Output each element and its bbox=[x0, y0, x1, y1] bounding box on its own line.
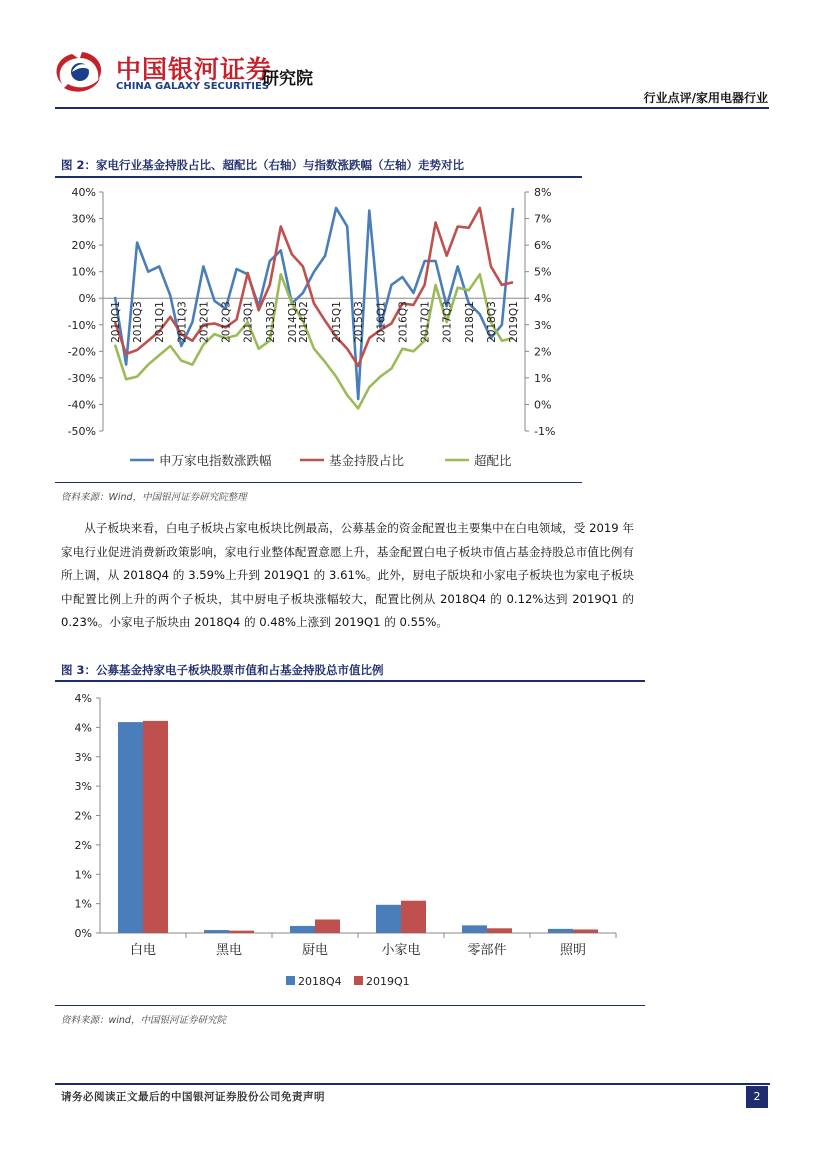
left-tick-label: 40% bbox=[71, 186, 96, 199]
logo-chinese-name: 中国银河证券 bbox=[116, 55, 273, 84]
figure3-source: 资料来源：wind，中国银河证券研究院 bbox=[61, 1015, 226, 1026]
x-tick-label: 2019Q1 bbox=[508, 301, 520, 343]
legend-label: 基金持股占比 bbox=[329, 453, 405, 468]
institute-label: 研究院 bbox=[262, 69, 313, 89]
category-label: 零部件 bbox=[467, 943, 507, 958]
y-tick-label: 1% bbox=[74, 868, 92, 882]
x-tick-label: 2013Q3 bbox=[264, 301, 277, 343]
x-tick-label: 2016Q3 bbox=[397, 301, 410, 343]
category-label: 厨电 bbox=[301, 943, 329, 958]
y-tick-label: 2% bbox=[74, 809, 92, 823]
left-tick-label: -30% bbox=[67, 371, 96, 385]
legend-label: 2019Q1 bbox=[366, 975, 410, 988]
legend-swatch bbox=[286, 976, 295, 985]
bar-2018Q4-照明 bbox=[548, 929, 573, 933]
left-tick-label: 10% bbox=[71, 265, 96, 279]
x-tick-label: 2013Q1 bbox=[242, 301, 255, 343]
figure2-top-rule bbox=[55, 176, 582, 178]
y-tick-label: 3% bbox=[74, 750, 92, 764]
bar-2019Q1-零部件 bbox=[487, 928, 512, 933]
x-tick-label: 2011Q3 bbox=[176, 301, 189, 343]
left-tick-label: -20% bbox=[67, 345, 96, 359]
right-tick-label: 6% bbox=[534, 239, 552, 253]
legend-label: 2018Q4 bbox=[298, 975, 342, 988]
left-tick-label: -50% bbox=[67, 425, 96, 438]
x-tick-label: 2017Q1 bbox=[419, 301, 432, 343]
x-tick-label: 2016Q1 bbox=[375, 301, 388, 343]
y-tick-label: 1% bbox=[74, 897, 92, 911]
legend-swatch bbox=[354, 976, 363, 985]
bar-2019Q1-黑电 bbox=[229, 931, 254, 933]
figure3-bottom-rule bbox=[55, 1005, 645, 1006]
y-tick-label: 4% bbox=[74, 721, 92, 735]
figure3-bar-chart bbox=[55, 684, 645, 1002]
report-category: 行业点评/家用电器行业 bbox=[643, 91, 768, 105]
right-tick-label: 7% bbox=[534, 212, 552, 226]
right-tick-label: -1% bbox=[534, 425, 556, 438]
left-tick-label: 20% bbox=[71, 239, 96, 253]
category-label: 白电 bbox=[129, 943, 157, 958]
footer-disclaimer: 请务必阅读正文最后的中国银河证券股份公司免责声明 bbox=[61, 1091, 325, 1103]
figure2-source: 资料来源：Wind，中国银河证券研究院整理 bbox=[61, 492, 247, 503]
category-label: 照明 bbox=[559, 943, 587, 958]
figure3-title: 图 3：公募基金持家电子板块股票市值和占基金持股总市值比例 bbox=[61, 663, 384, 677]
galaxy-logo-icon bbox=[52, 48, 106, 94]
bar-2019Q1-白电 bbox=[143, 721, 168, 933]
right-tick-label: 1% bbox=[534, 371, 552, 385]
x-tick-label: 2010Q3 bbox=[132, 301, 145, 343]
figure3-top-rule bbox=[55, 680, 645, 682]
left-tick-label: 0% bbox=[78, 292, 96, 306]
bar-2018Q4-黑电 bbox=[204, 930, 229, 933]
y-tick-label: 0% bbox=[74, 927, 92, 940]
x-tick-label: 2018Q1 bbox=[463, 301, 476, 343]
body-paragraph: 从子板块来看，白电子板块占家电板块比例最高，公募基金的资金配置也主要集中在白电领域，受 2019 年家电行业促进消费新政策影响，家电行业整体配置意愿上升，基金配置白电子板块市值占基金持股总市值比例有所上调，从 2018Q4 的 3.59%上升到 2019Q1 的 3.61%。此外，厨电子版块和小家电子板块也为家电子板块中配置比例上升的两个子板块，其中厨电子板块涨幅较大，配置比例从 2018Q4 的 0.12%达到 2019Q1 的 0.23%。小家电子版块由 2018Q4 的 0.48%上涨到 2019Q1 的 0.55%。 bbox=[61, 521, 634, 630]
x-tick-label: 2018Q3 bbox=[485, 301, 498, 343]
right-tick-label: 4% bbox=[534, 292, 552, 306]
bar-2019Q1-小家电 bbox=[401, 901, 426, 933]
x-tick-label: 2015Q1 bbox=[331, 301, 344, 343]
x-tick-label: 2014Q2 bbox=[297, 301, 310, 343]
category-label: 小家电 bbox=[381, 943, 421, 958]
y-tick-label: 4% bbox=[74, 692, 92, 705]
figure2-line-chart bbox=[55, 180, 582, 480]
left-tick-label: -10% bbox=[67, 318, 96, 332]
header-divider bbox=[55, 107, 769, 109]
logo-english-name: CHINA GALAXY SECURITIES bbox=[116, 81, 269, 92]
y-tick-label: 2% bbox=[74, 838, 92, 852]
x-tick-label: 2017Q3 bbox=[441, 301, 454, 343]
y-tick-label: 3% bbox=[74, 780, 92, 794]
x-tick-label: 2012Q3 bbox=[220, 301, 233, 343]
right-tick-label: 3% bbox=[534, 318, 552, 332]
x-tick-label: 2012Q1 bbox=[198, 301, 211, 343]
x-tick-label: 2015Q3 bbox=[353, 301, 366, 343]
category-label: 黑电 bbox=[215, 943, 243, 958]
bar-2019Q1-照明 bbox=[573, 929, 598, 933]
right-tick-label: 0% bbox=[534, 398, 552, 412]
figure2-title: 图 2：家电行业基金持股占比、超配比（右轴）与指数涨跌幅（左轴）走势对比 bbox=[61, 158, 465, 172]
bar-2018Q4-小家电 bbox=[376, 905, 401, 933]
legend-label: 超配比 bbox=[474, 453, 512, 468]
right-tick-label: 5% bbox=[534, 265, 552, 279]
x-tick-label: 2011Q1 bbox=[154, 301, 167, 343]
x-tick-label: 2014Q1 bbox=[286, 301, 299, 343]
left-tick-label: -40% bbox=[67, 398, 96, 412]
left-tick-label: 30% bbox=[71, 212, 96, 226]
bar-2018Q4-白电 bbox=[118, 722, 143, 933]
bar-2018Q4-厨电 bbox=[290, 926, 315, 933]
bar-2018Q4-零部件 bbox=[462, 925, 487, 933]
legend-label: 申万家电指数涨跌幅 bbox=[159, 453, 272, 468]
right-tick-label: 2% bbox=[534, 345, 552, 359]
footer-divider bbox=[55, 1083, 770, 1085]
x-tick-label: 2010Q1 bbox=[110, 301, 122, 343]
figure2-bottom-rule bbox=[55, 482, 582, 483]
right-tick-label: 8% bbox=[534, 186, 552, 199]
bar-2019Q1-厨电 bbox=[315, 919, 340, 933]
page-number: 2 bbox=[746, 1086, 768, 1108]
